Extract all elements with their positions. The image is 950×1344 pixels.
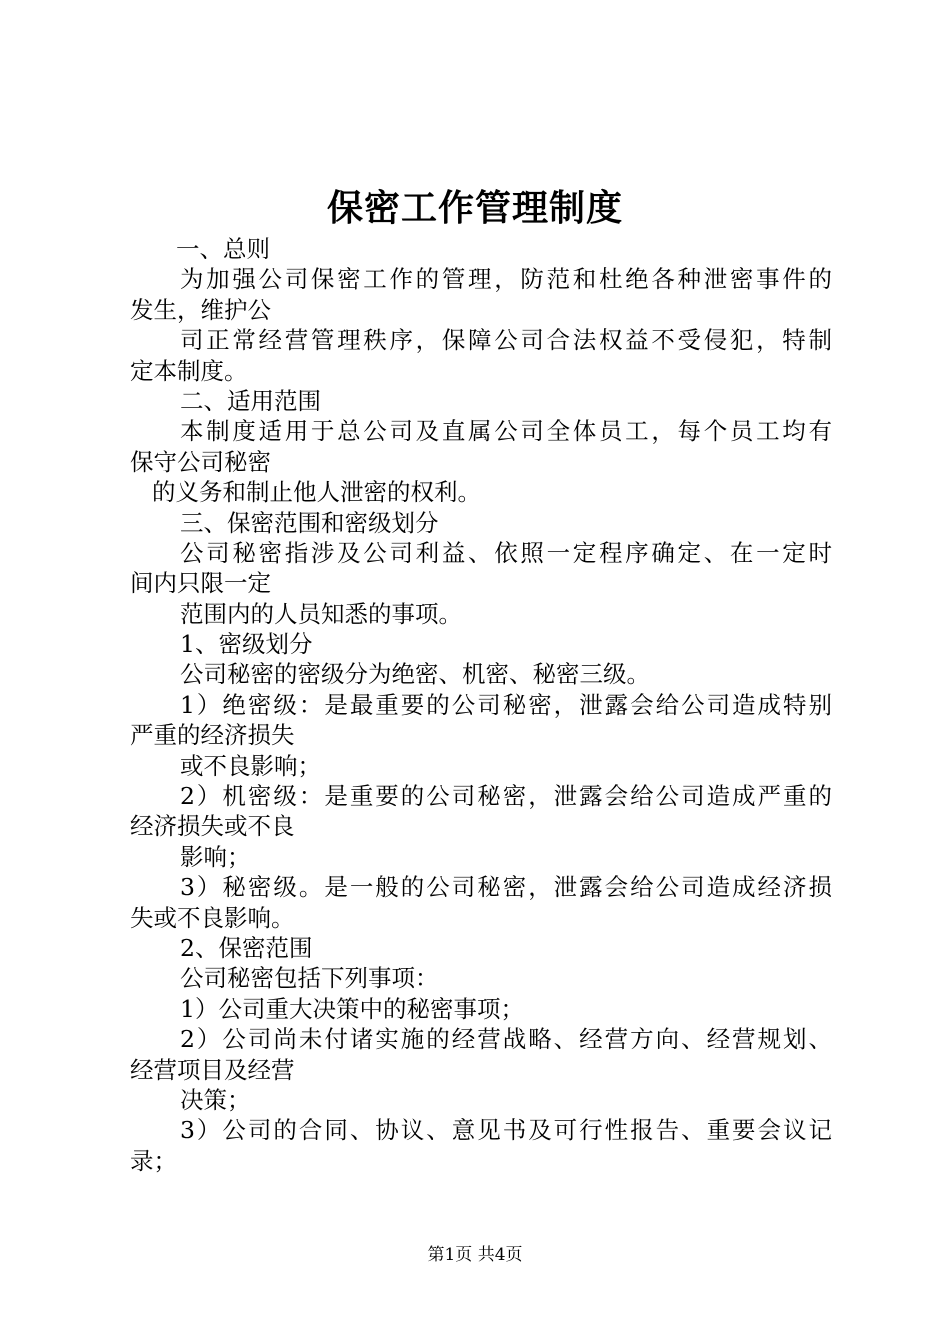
document-line: 录；: [130, 1146, 177, 1175]
document-line: 本制度适用于总公司及直属公司全体员工，每个员工均有: [180, 417, 832, 446]
document-line: 间内只限一定: [130, 569, 271, 598]
document-line: 失或不良影响。: [130, 903, 295, 932]
document-line: 1）公司重大决策中的秘密事项；: [180, 994, 524, 1023]
document-line: 公司秘密指涉及公司利益、依照一定程序确定、在一定时: [180, 538, 832, 567]
document-line: 1、密级划分: [180, 630, 313, 659]
document-line: 1）绝密级：是最重要的公司秘密，泄露会给公司造成特别: [180, 690, 832, 719]
page-footer: 第1页 共4页: [427, 1245, 523, 1265]
document-line: 公司秘密包括下列事项：: [180, 964, 439, 993]
document-body: [130, 234, 832, 1176]
document-line: 的义务和制止他人泄密的权利。: [152, 478, 481, 507]
document-line: 决策；: [180, 1085, 251, 1114]
document-line: 2）机密级：是重要的公司秘密，泄露会给公司造成严重的: [180, 782, 832, 811]
document-line: 二、适用范围: [180, 386, 321, 415]
document-line: 范围内的人员知悉的事项。: [180, 599, 462, 628]
page-title: 保密工作管理制度: [326, 187, 623, 229]
document-line: 一、总则: [176, 235, 270, 263]
document-line: 司正常经营管理秩序，保障公司合法权益不受侵犯，特制: [180, 326, 832, 355]
document-line: 2、保密范围: [180, 933, 313, 962]
document-line: 或不良影响；: [180, 751, 321, 780]
document-line: 3）秘密级。是一般的公司秘密，泄露会给公司造成经济损: [180, 873, 832, 902]
document-line: 三、保密范围和密级划分: [180, 508, 439, 537]
document-line: 定本制度。: [130, 356, 248, 385]
document-line: 保守公司秘密: [130, 447, 271, 476]
document-line: 影响；: [180, 842, 251, 871]
document-line: 3）公司的合同、协议、意见书及可行性报告、重要会议记: [180, 1116, 832, 1145]
document-line: 2）公司尚未付诸实施的经营战略、经营方向、经营规划、: [180, 1025, 832, 1054]
document-line: 为加强公司保密工作的管理，防范和杜绝各种泄密事件的: [180, 265, 832, 294]
document-line: 经营项目及经营: [130, 1055, 295, 1084]
document-line: 发生，维护公: [130, 295, 271, 324]
document-line: 严重的经济损失: [130, 721, 295, 750]
document-line: 经济损失或不良: [130, 812, 295, 841]
document-line: 公司秘密的密级分为绝密、机密、秘密三级。: [180, 660, 650, 689]
